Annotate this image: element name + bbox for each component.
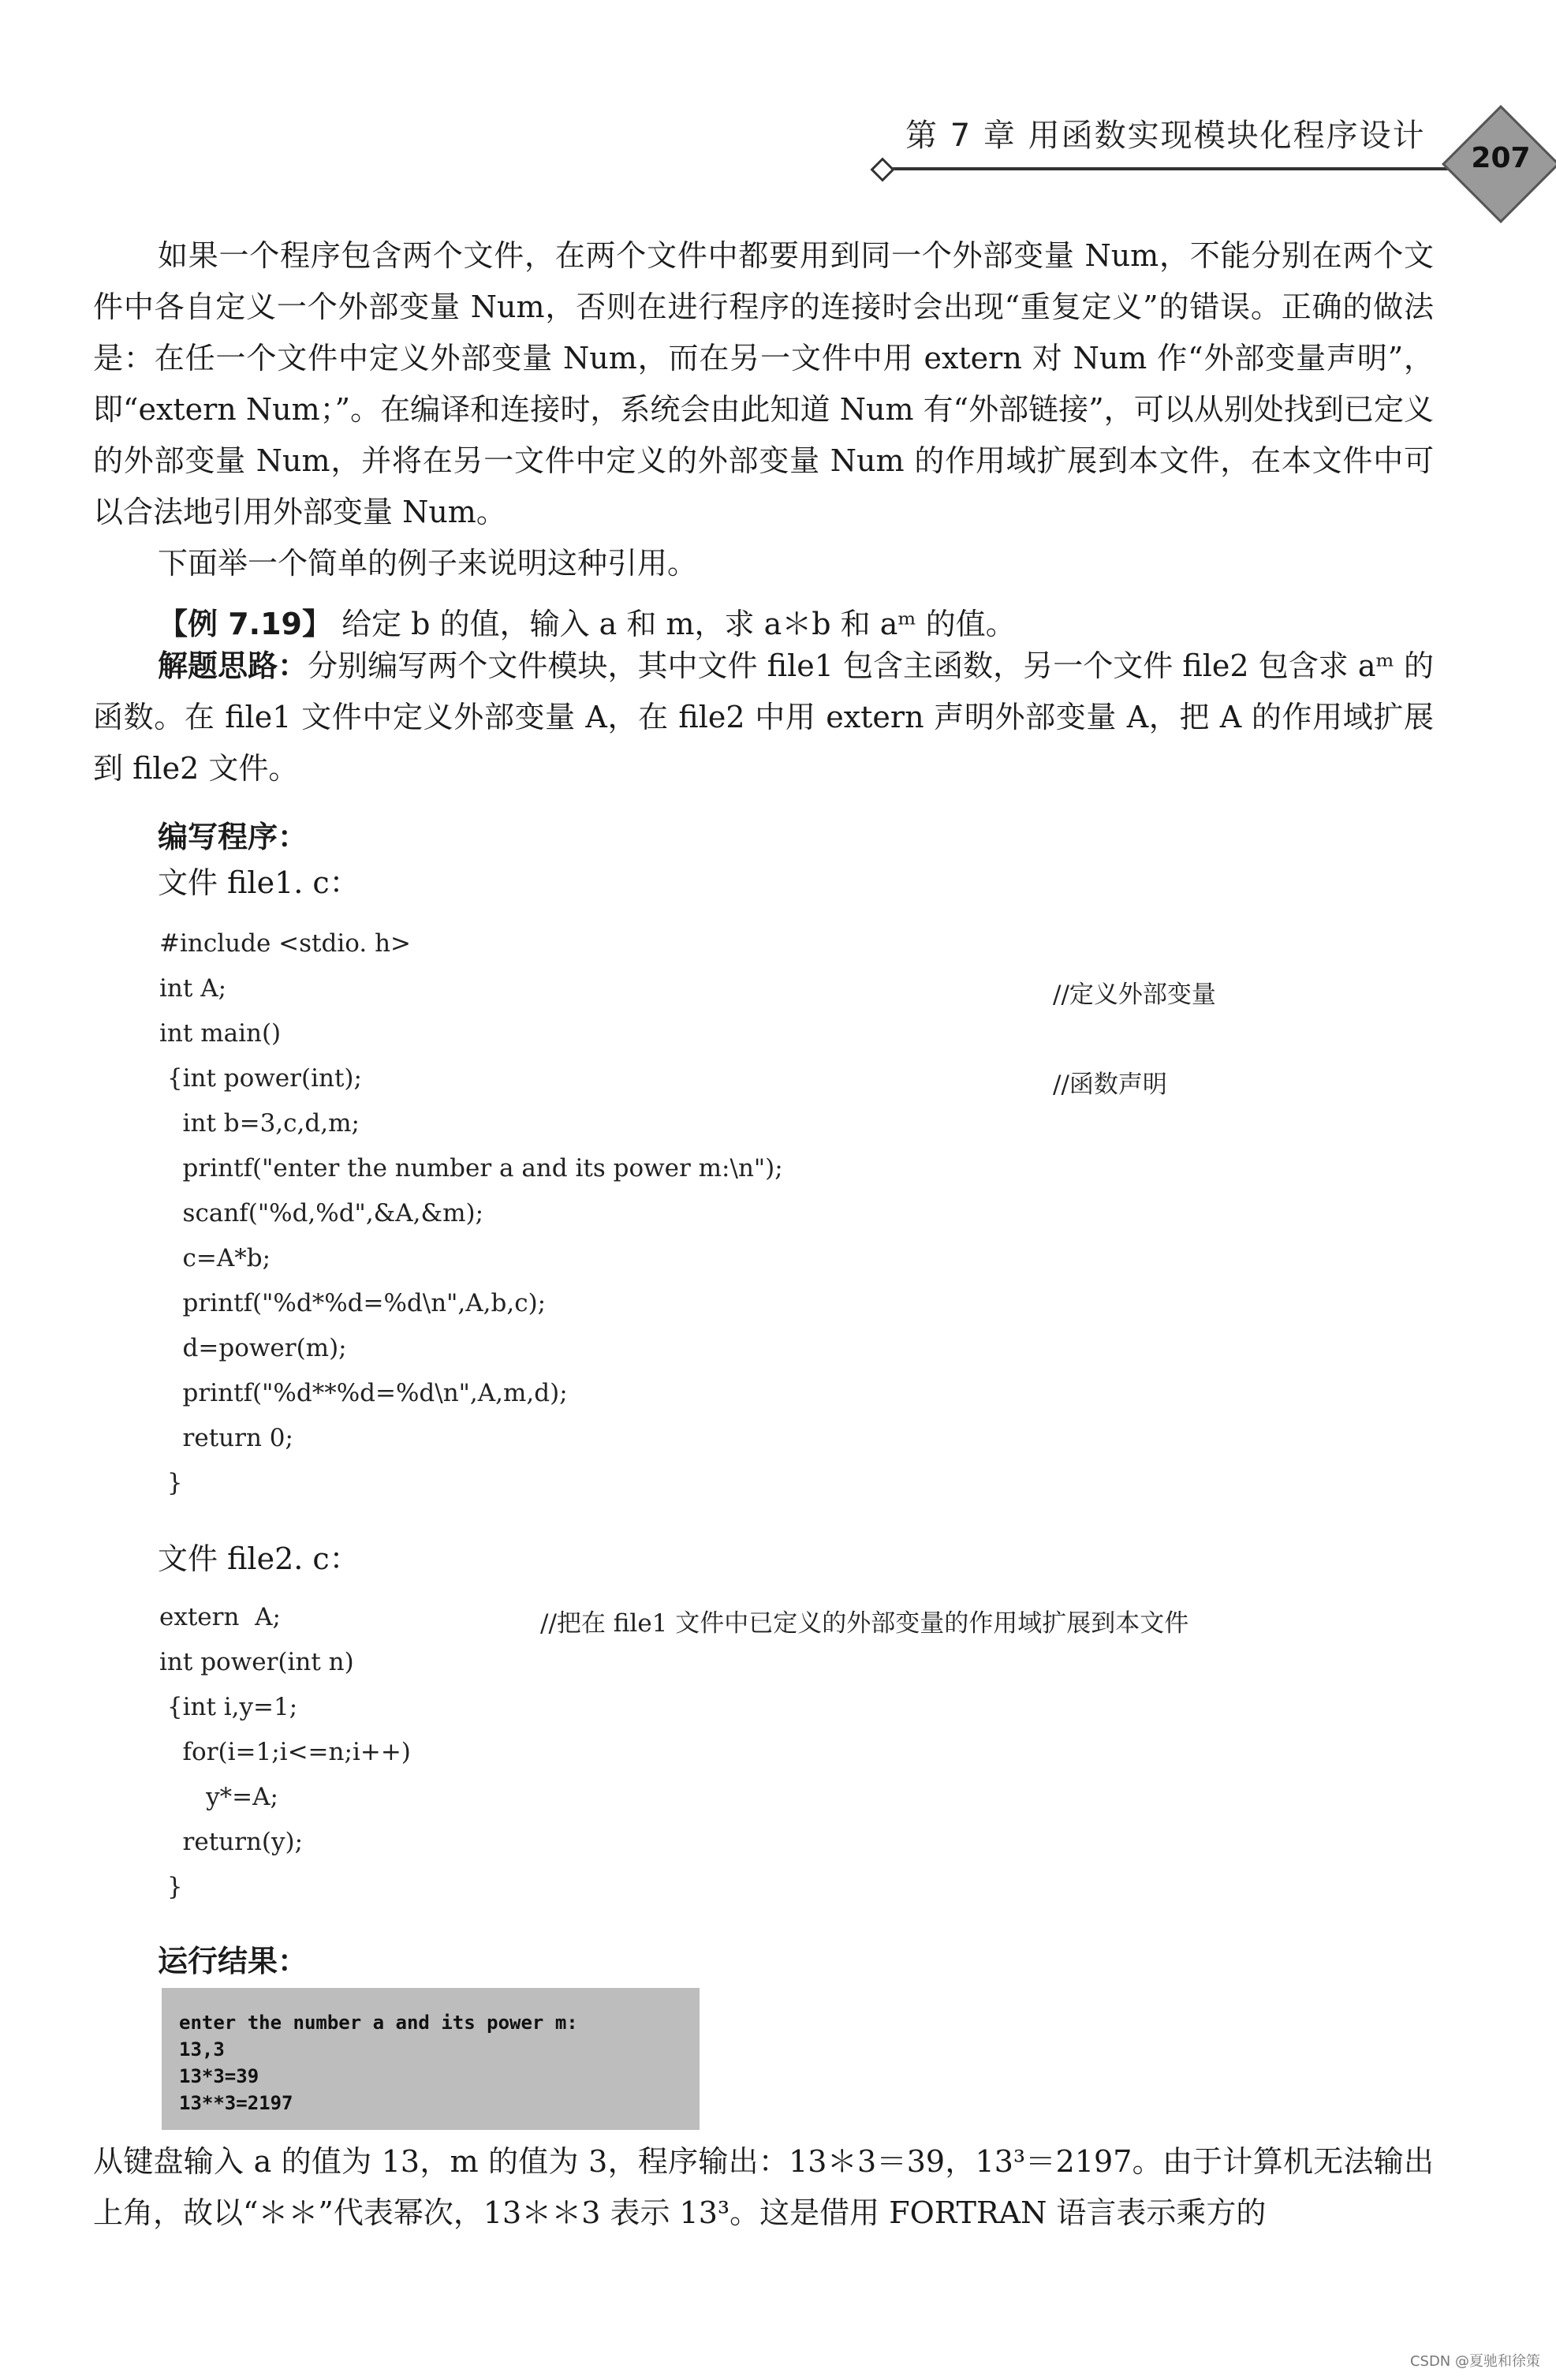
console-line: enter the number a and its power m: xyxy=(179,2012,578,2034)
intro-paragraph: 如果一个程序包含两个文件，在两个文件中都要用到同一个外部变量 Num，不能分别在两个文件中各自定义一个外部变量 Num，否则在进行程序的连接时会出现“重复定义”的错误。正确的做法是：在任一个文件中定义外部变量 Num，而在另一文件中用 extern 对 Num 作“外部变量声明”，即“extern Num；”。在编译和连接时，系统会由此知道 Num 有“外部链接”，可以从别处找到已定义的外部变量 Num，并将在另一文件中定义的外部变量 Num 的作用域扩展到本文件，在本文件中可以合法地引用外部变量 Num。 xyxy=(93,238,1434,529)
code-line: extern A; xyxy=(159,1603,281,1631)
example-heading xyxy=(158,600,1016,643)
code-line: int A; xyxy=(159,974,227,1003)
code-line: } xyxy=(159,1469,183,1497)
code-line: c=A*b; xyxy=(159,1244,271,1272)
run-result-heading: 运行结果： xyxy=(158,1944,308,1978)
idea-text: 分别编写两个文件模块，其中文件 file1 包含主函数，另一个文件 file2 包含求 aᵐ 的函数。在 file1 文件中定义外部变量 A，在 file2 中用 extern 声明外部变量 A，把 A 的作用域扩展到 file2 文件。 xyxy=(93,648,1434,786)
console-line: 13*3=39 xyxy=(179,2065,259,2087)
code-line: y*=A; xyxy=(159,1783,278,1811)
code-line: return 0; xyxy=(159,1424,293,1452)
code-line: {int power(int); xyxy=(159,1064,362,1093)
code-line: #include <stdio. h> xyxy=(159,929,412,958)
example-text: 给定 b 的值，输入 a 和 m，求 a＊b 和 aᵐ 的值。 xyxy=(332,607,1016,641)
solution-idea xyxy=(93,641,1434,794)
header-rule xyxy=(882,167,1481,170)
example-intro: 下面举一个简单的例子来说明这种引用。 xyxy=(158,546,698,581)
code-line: int power(int n) xyxy=(159,1648,354,1676)
console-output xyxy=(162,1988,700,2130)
result-explanation: 从键盘输入 a 的值为 13，m 的值为 3，程序输出：13＊3＝39，13³＝2197。由于计算机无法输出上角，故以“＊＊”代表幂次，13＊＊3 表示 13³。这是借用 FORTRAN 语言表示乘方的 xyxy=(93,2144,1434,2230)
code-line: for(i=1;i<=n;i++) xyxy=(159,1738,411,1766)
console-line: 13,3 xyxy=(179,2038,225,2061)
file2-label: 文件 file2. c： xyxy=(158,1541,360,1576)
code-line: printf("%d*%d=%d\n",A,b,c); xyxy=(159,1289,547,1317)
code-line: printf("enter the number a and its power m:\n"); xyxy=(159,1154,783,1183)
header-diamond-icon xyxy=(870,157,894,181)
code-line: printf("%d**%d=%d\n",A,m,d); xyxy=(159,1379,568,1407)
code-line: } xyxy=(159,1873,183,1901)
file1-label: 文件 file1. c： xyxy=(158,865,360,900)
code-line: return(y); xyxy=(159,1828,304,1856)
code-line: d=power(m); xyxy=(159,1334,347,1362)
write-program-heading: 编写程序： xyxy=(158,820,308,854)
code-comment: //定义外部变量 xyxy=(1053,981,1216,1009)
code-line: scanf("%d,%d",&A,&m); xyxy=(159,1199,484,1227)
watermark: CSDN @夏驰和徐策 xyxy=(1409,2353,1540,2370)
chapter-header: 第 7 章 用函数实现模块化程序设计 xyxy=(905,118,1426,154)
code-comment: //把在 file1 文件中已定义的外部变量的作用域扩展到本文件 xyxy=(540,1609,1189,1638)
example-label: 【例 7.19】 xyxy=(158,607,332,641)
page-number: 207 xyxy=(1471,142,1531,174)
idea-label: 解题思路： xyxy=(158,648,308,683)
code-line: {int i,y=1; xyxy=(159,1693,298,1721)
console-line: 13**3=2197 xyxy=(179,2092,293,2114)
code-line: int main() xyxy=(159,1019,282,1048)
code-comment: //函数声明 xyxy=(1053,1070,1167,1099)
code-line: int b=3,c,d,m; xyxy=(159,1109,360,1138)
